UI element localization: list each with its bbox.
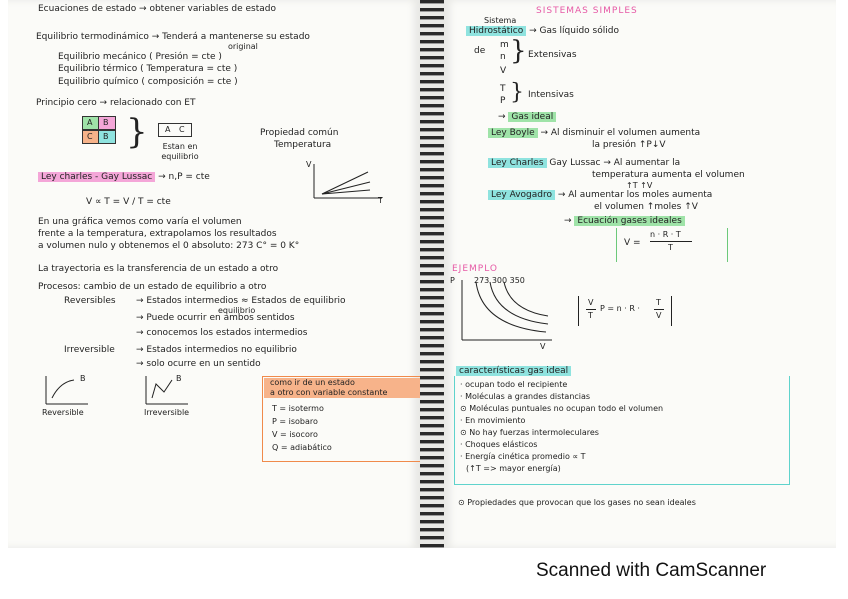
iso-adiabatico: Q = adiabático — [272, 443, 332, 452]
graph-desc-3: a volumen nulo y obtenemos el 0 absoluto: 273 C° = 0 K° — [38, 241, 300, 251]
caract-5: ⊙ No hay fuerzas intermoleculares — [460, 428, 599, 437]
iso-isobaro: P = isobaro — [272, 417, 318, 426]
graph-axis-v: V — [540, 342, 546, 351]
var-t: T — [500, 84, 506, 94]
eq2-den: V — [656, 311, 662, 320]
right-notebook-page — [444, 0, 836, 548]
box-ac: A C — [158, 123, 192, 137]
caract-8: (↑T => mayor energía) — [466, 464, 561, 473]
charles-highlight: Ley charles - Gay Lussac — [38, 172, 155, 182]
charles-line: Ley Charles Gay Lussac → Al aumentar la — [488, 158, 680, 169]
point-b-rev: B — [80, 374, 86, 383]
v-proportional-t: V ∝ T = V / T = cte — [86, 197, 171, 207]
boyle-line: Ley Boyle → Al disminuir el volumen aumenta — [488, 128, 700, 139]
caract-1: · ocupan todo el recipiente — [460, 380, 568, 389]
equilibrio-termico: Equilibrio térmico ( Temperatura = cte ) — [58, 64, 238, 74]
ecuacion-highlight: Ecuación gases ideales — [574, 216, 684, 226]
iso-head-2: a otro con variable constante — [270, 388, 388, 397]
eq2-bar — [654, 309, 664, 310]
equilibrio-mecanico: Equilibrio mecánico ( Presión = cte ) — [58, 52, 222, 62]
reversibles-item-1b: equilibrio — [218, 306, 256, 315]
intensivas-label: Intensivas — [528, 90, 574, 100]
irreversible-sketch — [142, 374, 192, 406]
boyle-line-2: la presión ↑P↓V — [592, 140, 666, 150]
extensivas-label: Extensivas — [528, 50, 577, 60]
irreversible-caption: Irreversible — [144, 408, 190, 417]
point-b-irr: B — [176, 374, 182, 383]
irreversible-label: Irreversible — [64, 345, 115, 355]
de-label: de — [474, 46, 486, 56]
eq-denominator: T — [668, 243, 673, 252]
hidrostatico-highlight: Hidrostático — [466, 26, 526, 36]
caract-6: · Choques elásticos — [460, 440, 538, 449]
avogadro-highlight: Ley Avogadro — [488, 190, 555, 200]
reversibles-item-2: → Puede ocurrir en ambos sentidos — [136, 313, 295, 323]
iso-head-1: como ir de un estado — [270, 378, 355, 387]
box-a: A — [82, 116, 100, 130]
frac-bar — [586, 309, 596, 310]
var-n: n — [500, 52, 506, 62]
graph-desc-1: En una gráfica vemos como varía el volumen — [38, 217, 242, 227]
box-b2: B — [98, 130, 116, 144]
caract-2: · Moléculas a grandes distancias — [460, 392, 591, 401]
gas-ideal-line: → Gas ideal — [498, 112, 556, 123]
trayectoria: La trayectoria es la transferencia de un estado a otro — [38, 264, 279, 274]
brace-extensivas: } — [510, 36, 527, 66]
gas-ideal-highlight: Gas ideal — [508, 112, 556, 122]
brace-intensivas: } — [510, 80, 524, 105]
frac-num: V — [588, 298, 594, 307]
notebook-spiral-binding — [420, 0, 444, 548]
principio-cero: Principio cero → relacionado con ET — [36, 98, 196, 108]
caract-4: · En movimiento — [460, 416, 526, 425]
graph-desc-2: frente a la temperatura, extrapolamos los resultados — [38, 229, 277, 239]
reversibles-item-3: → conocemos los estados intermedios — [136, 328, 308, 338]
heading-ecuaciones: Ecuaciones de estado → obtener variables de estado — [38, 4, 277, 14]
iso-isotermo: T = isotermo — [272, 404, 324, 413]
boyle-highlight: Ley Boyle — [488, 128, 538, 138]
irreversible-item-2: → solo ocurre en un sentido — [136, 359, 261, 369]
hidrostatico-line: Hidrostático → Gas líquido sólido — [466, 26, 619, 37]
equilibrio-quimico: Equilibrio químico ( composición = cte ) — [58, 77, 238, 87]
propiedades-no-ideales: ⊙ Propiedades que provocan que los gases no sean ideales — [458, 498, 696, 507]
frac-den: T — [588, 311, 593, 320]
original-note: original — [228, 42, 258, 51]
irreversible-item-1: → Estados intermedios no equilibrio — [136, 345, 297, 355]
avogadro-line-2: el volumen ↑moles ↑V — [594, 202, 698, 212]
sistemas-simples-title: SISTEMAS SIMPLES — [536, 6, 638, 16]
camscanner-watermark: Scanned with CamScanner — [536, 560, 767, 581]
caract-3: ⊙ Moléculas puntuales no ocupan todo el volumen — [460, 404, 664, 413]
reversibles-item-1: → Estados intermedios ≈ Estados de equilibrio — [136, 296, 346, 306]
reversibles-label: Reversibles — [64, 296, 116, 306]
vt-axis-t: T — [378, 196, 383, 205]
left-notebook-page — [8, 0, 420, 548]
reversible-caption: Reversible — [42, 408, 84, 417]
isotherm-graph — [456, 278, 556, 346]
sistema-label: Sistema — [484, 16, 517, 25]
iso-isocoro: V = isocoro — [272, 430, 318, 439]
eq2-num: T — [656, 298, 661, 307]
eq-numerator: n · R · T — [650, 230, 681, 239]
vt-plot — [308, 162, 388, 204]
caracteristicas-highlight: características gas ideal — [456, 366, 571, 376]
var-m: m — [500, 40, 509, 50]
avogadro-line: Ley Avogadro → Al aumentar los moles aumenta — [488, 190, 712, 201]
charles-heading: Ley charles - Gay Lussac → n,P = cte — [38, 172, 210, 183]
eq2-mid: P = n · R · — [600, 304, 640, 313]
caract-7: · Energía cinética promedio ∝ T — [460, 452, 586, 461]
propiedad-comun: Propiedad común — [260, 128, 339, 138]
charles-highlight-right: Ley Charles — [488, 158, 547, 168]
brace-symbol: } — [126, 112, 148, 152]
charles-line-2: temperatura aumenta el volumen — [592, 170, 745, 180]
ecuacion-line: → Ecuación gases ideales — [564, 216, 685, 227]
equilibrium-label: Estan en equilibrio — [161, 142, 199, 161]
temperatura-label: Temperatura — [274, 140, 332, 150]
procesos: Procesos: cambio de un estado de equilibrio a otro — [38, 282, 267, 292]
equilibrio-termodinamico: Equilibrio termodinámico → Tenderá a mantenerse su estado — [36, 32, 310, 42]
box-b: B — [98, 116, 116, 130]
ejemplo-label: EJEMPLO — [452, 264, 498, 274]
var-p: P — [500, 96, 506, 106]
charles-line-3: ↑T ↑V — [626, 181, 653, 190]
graph-iso-labels: 273 300 350 — [474, 276, 525, 285]
vt-axis-v: V — [306, 160, 312, 169]
box-c: C — [82, 130, 100, 144]
eq-fraction-bar — [650, 241, 692, 242]
graph-axis-p: P — [450, 276, 455, 285]
var-v: V — [500, 66, 507, 76]
eq-lhs: V = — [624, 238, 641, 248]
